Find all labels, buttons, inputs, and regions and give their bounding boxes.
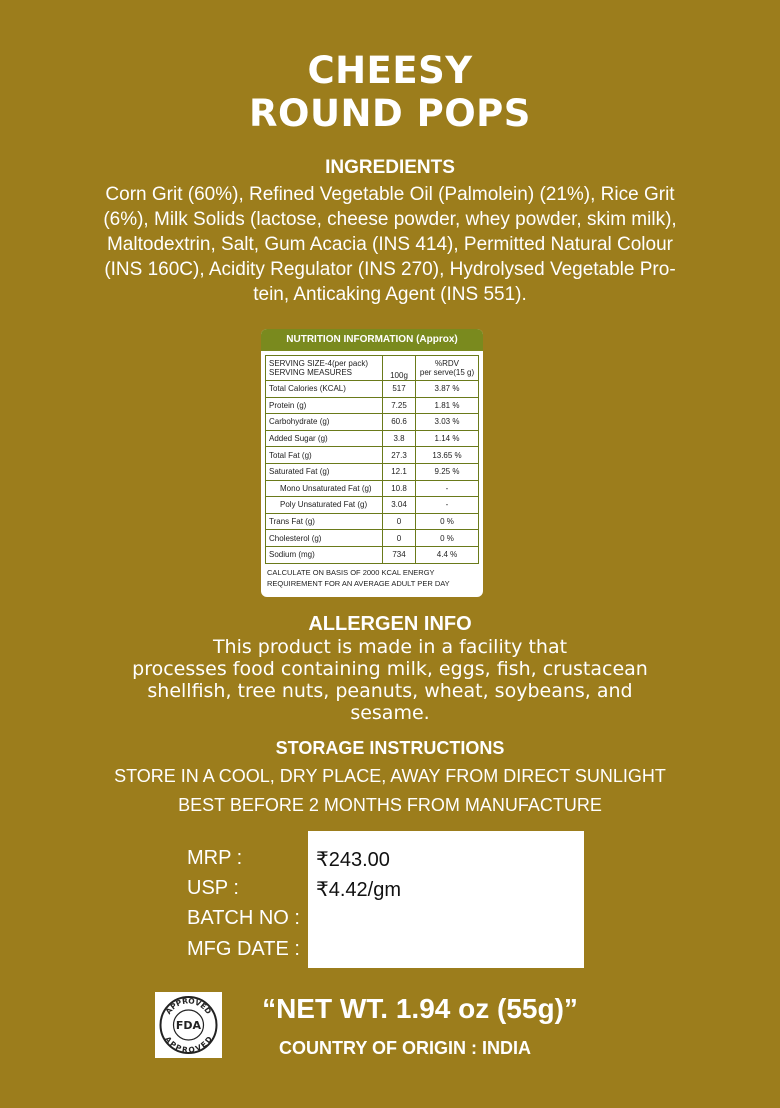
net-weight: “NET WT. 1.94 oz (55g)” bbox=[262, 993, 578, 1024]
nutrient-value: 27.3 bbox=[383, 447, 416, 464]
svg-text:APPROVED bbox=[164, 996, 213, 1016]
mrp-label: MRP : bbox=[187, 847, 243, 869]
table-row bbox=[266, 397, 479, 414]
table-row bbox=[266, 447, 479, 464]
nutrition-footnote-1: CALCULATE ON BASIS OF 2000 KCAL ENERGY bbox=[267, 567, 435, 577]
nutrient-rdv: 1.14 % bbox=[416, 430, 479, 447]
storage-heading: STORAGE INSTRUCTIONS bbox=[275, 738, 505, 758]
nutrient-name: Mono Unsaturated Fat (g) bbox=[266, 480, 383, 497]
nutrient-name: Poly Unsaturated Fat (g) bbox=[266, 497, 383, 514]
nutrient-rdv: - bbox=[416, 497, 479, 514]
nutrient-rdv: 1.81 % bbox=[416, 397, 479, 414]
nutrient-rdv: 0 % bbox=[416, 513, 479, 530]
nutrition-panel bbox=[261, 329, 483, 597]
country-of-origin: COUNTRY OF ORIGIN : INDIA bbox=[279, 1038, 531, 1058]
col-100g: 100g bbox=[383, 356, 416, 381]
nutrient-rdv: 13.65 % bbox=[416, 447, 479, 464]
allergen-line: This product is made in a facility that bbox=[212, 636, 568, 658]
table-row bbox=[266, 381, 479, 398]
svg-text:APPROVED bbox=[163, 1035, 214, 1055]
ingredients-heading: INGREDIENTS bbox=[325, 157, 455, 178]
table-row bbox=[266, 480, 479, 497]
ingredients-line: (6%), Milk Solids (lactose, cheese powder, whey powder, skim milk), bbox=[103, 209, 677, 230]
table-row bbox=[266, 414, 479, 431]
ingredients-line: Corn Grit (60%), Refined Vegetable Oil (Palmolein) (21%), Rice Grit bbox=[105, 184, 675, 205]
nutrient-value: 3.8 bbox=[383, 430, 416, 447]
table-row bbox=[266, 463, 479, 480]
nutrient-name: Total Calories (KCAL) bbox=[266, 381, 383, 398]
allergen-line: processes food containing milk, eggs, fish, crustacean bbox=[132, 658, 648, 680]
nutrient-value: 7.25 bbox=[383, 397, 416, 414]
nutrition-heading: NUTRITION INFORMATION (Approx) bbox=[261, 329, 483, 351]
usp-value: ₹4.42/gm bbox=[316, 879, 401, 901]
nutrient-name: Total Fat (g) bbox=[266, 447, 383, 464]
serving-measures: SERVING MEASURES bbox=[269, 368, 352, 377]
nutrient-value: 3.04 bbox=[383, 497, 416, 514]
nutrient-rdv: 3.87 % bbox=[416, 381, 479, 398]
fda-approved-icon bbox=[155, 992, 222, 1058]
ingredients-line: Maltodextrin, Salt, Gum Acacia (INS 414), Permitted Natural Colour bbox=[106, 234, 673, 255]
allergen-line: sesame. bbox=[350, 702, 430, 724]
allergen-line: shellfish, tree nuts, peanuts, wheat, soybeans, and bbox=[147, 680, 633, 702]
table-row bbox=[266, 546, 479, 563]
col-rdv-2: per serve(15 g) bbox=[419, 368, 475, 377]
nutrient-value: 60.6 bbox=[383, 414, 416, 431]
nutrition-table bbox=[265, 355, 479, 564]
nutrient-rdv: 4.4 % bbox=[416, 546, 479, 563]
nutrition-footnote bbox=[267, 567, 477, 589]
nutrient-rdv: 9.25 % bbox=[416, 463, 479, 480]
nutrient-value: 0 bbox=[383, 513, 416, 530]
nutrient-value: 10.8 bbox=[383, 480, 416, 497]
mrp-value: ₹243.00 bbox=[316, 849, 390, 871]
table-row bbox=[266, 430, 479, 447]
ingredients-line: (INS 160C), Acidity Regulator (INS 270), Hydrolysed Vegetable Pro- bbox=[104, 259, 676, 280]
fda-top-text: APPROVED bbox=[163, 996, 214, 1016]
col-rdv bbox=[416, 356, 479, 381]
nutrient-rdv: 0 % bbox=[416, 530, 479, 547]
col-rdv-1: %RDV bbox=[434, 359, 459, 368]
nutrient-name: Cholesterol (g) bbox=[266, 530, 383, 547]
allergen-heading: ALLERGEN INFO bbox=[308, 613, 472, 635]
fda-seal-graphic bbox=[155, 992, 222, 1058]
nutrient-name: Trans Fat (g) bbox=[266, 513, 383, 530]
nutrient-name: Added Sugar (g) bbox=[266, 430, 383, 447]
ingredients-line: tein, Anticaking Agent (INS 551). bbox=[253, 284, 527, 305]
fda-center-text: FDA bbox=[175, 1019, 202, 1032]
ingredients-text bbox=[40, 182, 740, 307]
nutrient-name: Sodium (mg) bbox=[266, 546, 383, 563]
table-row bbox=[266, 513, 479, 530]
usp-label: USP : bbox=[187, 877, 239, 899]
nutrient-name: Protein (g) bbox=[266, 397, 383, 414]
nutrient-rdv: 3.03 % bbox=[416, 414, 479, 431]
nutrient-name: Carbohydrate (g) bbox=[266, 414, 383, 431]
storage-line-2: BEST BEFORE 2 MONTHS FROM MANUFACTURE bbox=[178, 795, 602, 815]
nutrient-value: 734 bbox=[383, 546, 416, 563]
table-row bbox=[266, 497, 479, 514]
nutrient-name: Saturated Fat (g) bbox=[266, 463, 383, 480]
nutrient-rdv: - bbox=[416, 480, 479, 497]
nutrition-header-row bbox=[266, 356, 479, 381]
batch-label: BATCH NO : bbox=[187, 907, 300, 929]
nutrient-value: 0 bbox=[383, 530, 416, 547]
nutrient-value: 517 bbox=[383, 381, 416, 398]
nutrient-value: 12.1 bbox=[383, 463, 416, 480]
nutrition-footnote-2: REQUIREMENT FOR AN AVERAGE ADULT PER DAY bbox=[267, 578, 450, 588]
allergen-text bbox=[0, 636, 780, 724]
storage-line-1: STORE IN A COOL, DRY PLACE, AWAY FROM DIRECT SUNLIGHT bbox=[114, 766, 666, 786]
mfg-date-label: MFG DATE : bbox=[187, 938, 300, 960]
product-title-line1: CHEESY bbox=[307, 49, 473, 92]
fda-bottom-text: APPROVED bbox=[162, 1034, 215, 1055]
serving-cell bbox=[266, 356, 383, 381]
product-title-line2: ROUND POPS bbox=[249, 92, 531, 135]
serving-size: SERVING SIZE-4(per pack) bbox=[269, 359, 368, 368]
table-row bbox=[266, 530, 479, 547]
